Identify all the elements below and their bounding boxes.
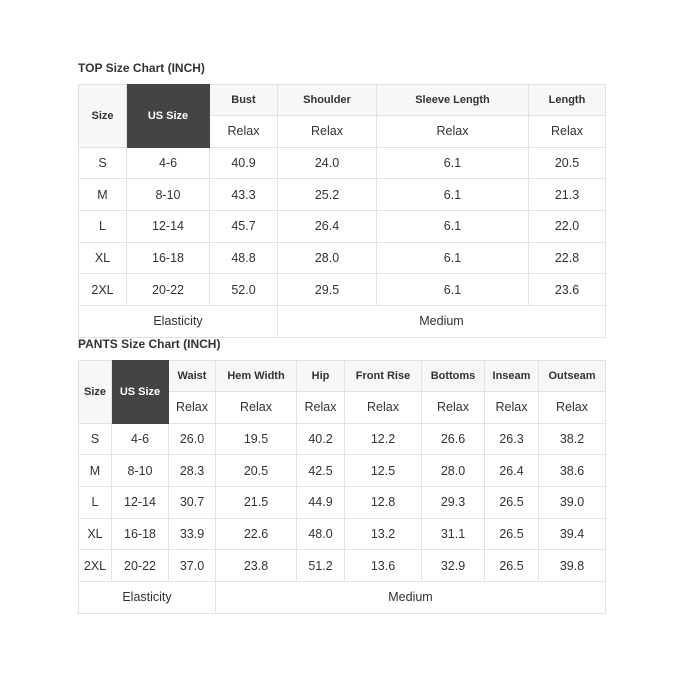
- size-cell: XL: [79, 518, 112, 550]
- pants-header-inseam: Inseam: [485, 361, 539, 392]
- pants-fit-outseam: Relax: [539, 392, 606, 424]
- us-size-cell: 4-6: [112, 423, 169, 455]
- outseam-cell: 39.4: [539, 518, 606, 550]
- sleeve-length-cell: 6.1: [377, 242, 529, 274]
- pants-header-size: Size: [79, 361, 112, 424]
- size-cell: S: [79, 423, 112, 455]
- sleeve-length-cell: 6.1: [377, 147, 529, 179]
- table-row: [79, 211, 606, 243]
- size-cell: 2XL: [79, 274, 127, 306]
- pants-fit-hip: Relax: [297, 392, 345, 424]
- outseam-cell: 39.8: [539, 550, 606, 582]
- us-size-cell: 20-22: [112, 550, 169, 582]
- top-header-us-size: US Size: [127, 85, 210, 148]
- us-size-cell: 20-22: [127, 274, 210, 306]
- top-header-size: Size: [79, 85, 127, 148]
- size-cell: S: [79, 147, 127, 179]
- inseam-cell: 26.5: [485, 550, 539, 582]
- sleeve-length-cell: 6.1: [377, 211, 529, 243]
- pants-elasticity-row: [79, 582, 606, 614]
- elasticity-value: Medium: [278, 306, 606, 338]
- bottoms-cell: 26.6: [422, 423, 485, 455]
- hem-width-cell: 23.8: [216, 550, 297, 582]
- pants-header-row: [79, 361, 606, 392]
- inseam-cell: 26.3: [485, 423, 539, 455]
- length-cell: 20.5: [529, 147, 606, 179]
- waist-cell: 28.3: [169, 455, 216, 487]
- top-size-table: [78, 84, 606, 338]
- outseam-cell: 38.2: [539, 423, 606, 455]
- table-row: [79, 274, 606, 306]
- hip-cell: 42.5: [297, 455, 345, 487]
- bust-cell: 43.3: [210, 179, 278, 211]
- hem-width-cell: 19.5: [216, 423, 297, 455]
- pants-fit-front-rise: Relax: [345, 392, 422, 424]
- pants-header-hip: Hip: [297, 361, 345, 392]
- bottoms-cell: 29.3: [422, 487, 485, 519]
- elasticity-value: Medium: [216, 582, 606, 614]
- us-size-cell: 4-6: [127, 147, 210, 179]
- table-row: [79, 550, 606, 582]
- table-row: [79, 423, 606, 455]
- us-size-cell: 12-14: [112, 487, 169, 519]
- top-header-length: Length: [529, 85, 606, 116]
- size-cell: L: [79, 211, 127, 243]
- waist-cell: 30.7: [169, 487, 216, 519]
- pants-fit-inseam: Relax: [485, 392, 539, 424]
- shoulder-cell: 28.0: [278, 242, 377, 274]
- front-rise-cell: 12.5: [345, 455, 422, 487]
- sleeve-length-cell: 6.1: [377, 179, 529, 211]
- elasticity-label: Elasticity: [79, 306, 278, 338]
- bottoms-cell: 28.0: [422, 455, 485, 487]
- table-row: [79, 242, 606, 274]
- table-row: [79, 455, 606, 487]
- table-row: [79, 179, 606, 211]
- shoulder-cell: 24.0: [278, 147, 377, 179]
- hem-width-cell: 21.5: [216, 487, 297, 519]
- bottoms-cell: 31.1: [422, 518, 485, 550]
- top-header-shoulder: Shoulder: [278, 85, 377, 116]
- us-size-cell: 16-18: [127, 242, 210, 274]
- size-cell: M: [79, 179, 127, 211]
- sleeve-length-cell: 6.1: [377, 274, 529, 306]
- hip-cell: 48.0: [297, 518, 345, 550]
- inseam-cell: 26.5: [485, 487, 539, 519]
- hem-width-cell: 20.5: [216, 455, 297, 487]
- inseam-cell: 26.4: [485, 455, 539, 487]
- us-size-cell: 16-18: [112, 518, 169, 550]
- size-cell: XL: [79, 242, 127, 274]
- hip-cell: 44.9: [297, 487, 345, 519]
- outseam-cell: 38.6: [539, 455, 606, 487]
- elasticity-label: Elasticity: [79, 582, 216, 614]
- front-rise-cell: 13.2: [345, 518, 422, 550]
- top-header-sleeve-length: Sleeve Length: [377, 85, 529, 116]
- pants-fit-hem-width: Relax: [216, 392, 297, 424]
- front-rise-cell: 13.6: [345, 550, 422, 582]
- top-fit-length: Relax: [529, 116, 606, 148]
- length-cell: 23.6: [529, 274, 606, 306]
- pants-header-hem-width: Hem Width: [216, 361, 297, 392]
- front-rise-cell: 12.8: [345, 487, 422, 519]
- top-fit-shoulder: Relax: [278, 116, 377, 148]
- waist-cell: 26.0: [169, 423, 216, 455]
- hem-width-cell: 22.6: [216, 518, 297, 550]
- size-cell: L: [79, 487, 112, 519]
- table-row: [79, 518, 606, 550]
- pants-size-table: [78, 360, 606, 614]
- length-cell: 22.0: [529, 211, 606, 243]
- shoulder-cell: 25.2: [278, 179, 377, 211]
- pants-header-us-size: US Size: [112, 361, 169, 424]
- top-header-row: [79, 85, 606, 116]
- pants-fit-bottoms: Relax: [422, 392, 485, 424]
- table-row: [79, 147, 606, 179]
- bust-cell: 52.0: [210, 274, 278, 306]
- bust-cell: 40.9: [210, 147, 278, 179]
- waist-cell: 37.0: [169, 550, 216, 582]
- us-size-cell: 12-14: [127, 211, 210, 243]
- size-cell: M: [79, 455, 112, 487]
- length-cell: 21.3: [529, 179, 606, 211]
- table-row: [79, 487, 606, 519]
- us-size-cell: 8-10: [127, 179, 210, 211]
- waist-cell: 33.9: [169, 518, 216, 550]
- shoulder-cell: 29.5: [278, 274, 377, 306]
- top-header-bust: Bust: [210, 85, 278, 116]
- pants-header-outseam: Outseam: [539, 361, 606, 392]
- bottoms-cell: 32.9: [422, 550, 485, 582]
- top-fit-bust: Relax: [210, 116, 278, 148]
- bust-cell: 48.8: [210, 242, 278, 274]
- shoulder-cell: 26.4: [278, 211, 377, 243]
- hip-cell: 51.2: [297, 550, 345, 582]
- top-elasticity-row: [79, 306, 606, 338]
- pants-fit-waist: Relax: [169, 392, 216, 424]
- inseam-cell: 26.5: [485, 518, 539, 550]
- outseam-cell: 39.0: [539, 487, 606, 519]
- top-fit-sleeve-length: Relax: [377, 116, 529, 148]
- front-rise-cell: 12.2: [345, 423, 422, 455]
- pants-chart-title: PANTS Size Chart (INCH): [78, 337, 221, 351]
- size-cell: 2XL: [79, 550, 112, 582]
- pants-header-bottoms: Bottoms: [422, 361, 485, 392]
- pants-header-waist: Waist: [169, 361, 216, 392]
- top-chart-title: TOP Size Chart (INCH): [78, 61, 205, 75]
- length-cell: 22.8: [529, 242, 606, 274]
- bust-cell: 45.7: [210, 211, 278, 243]
- hip-cell: 40.2: [297, 423, 345, 455]
- us-size-cell: 8-10: [112, 455, 169, 487]
- pants-header-front-rise: Front Rise: [345, 361, 422, 392]
